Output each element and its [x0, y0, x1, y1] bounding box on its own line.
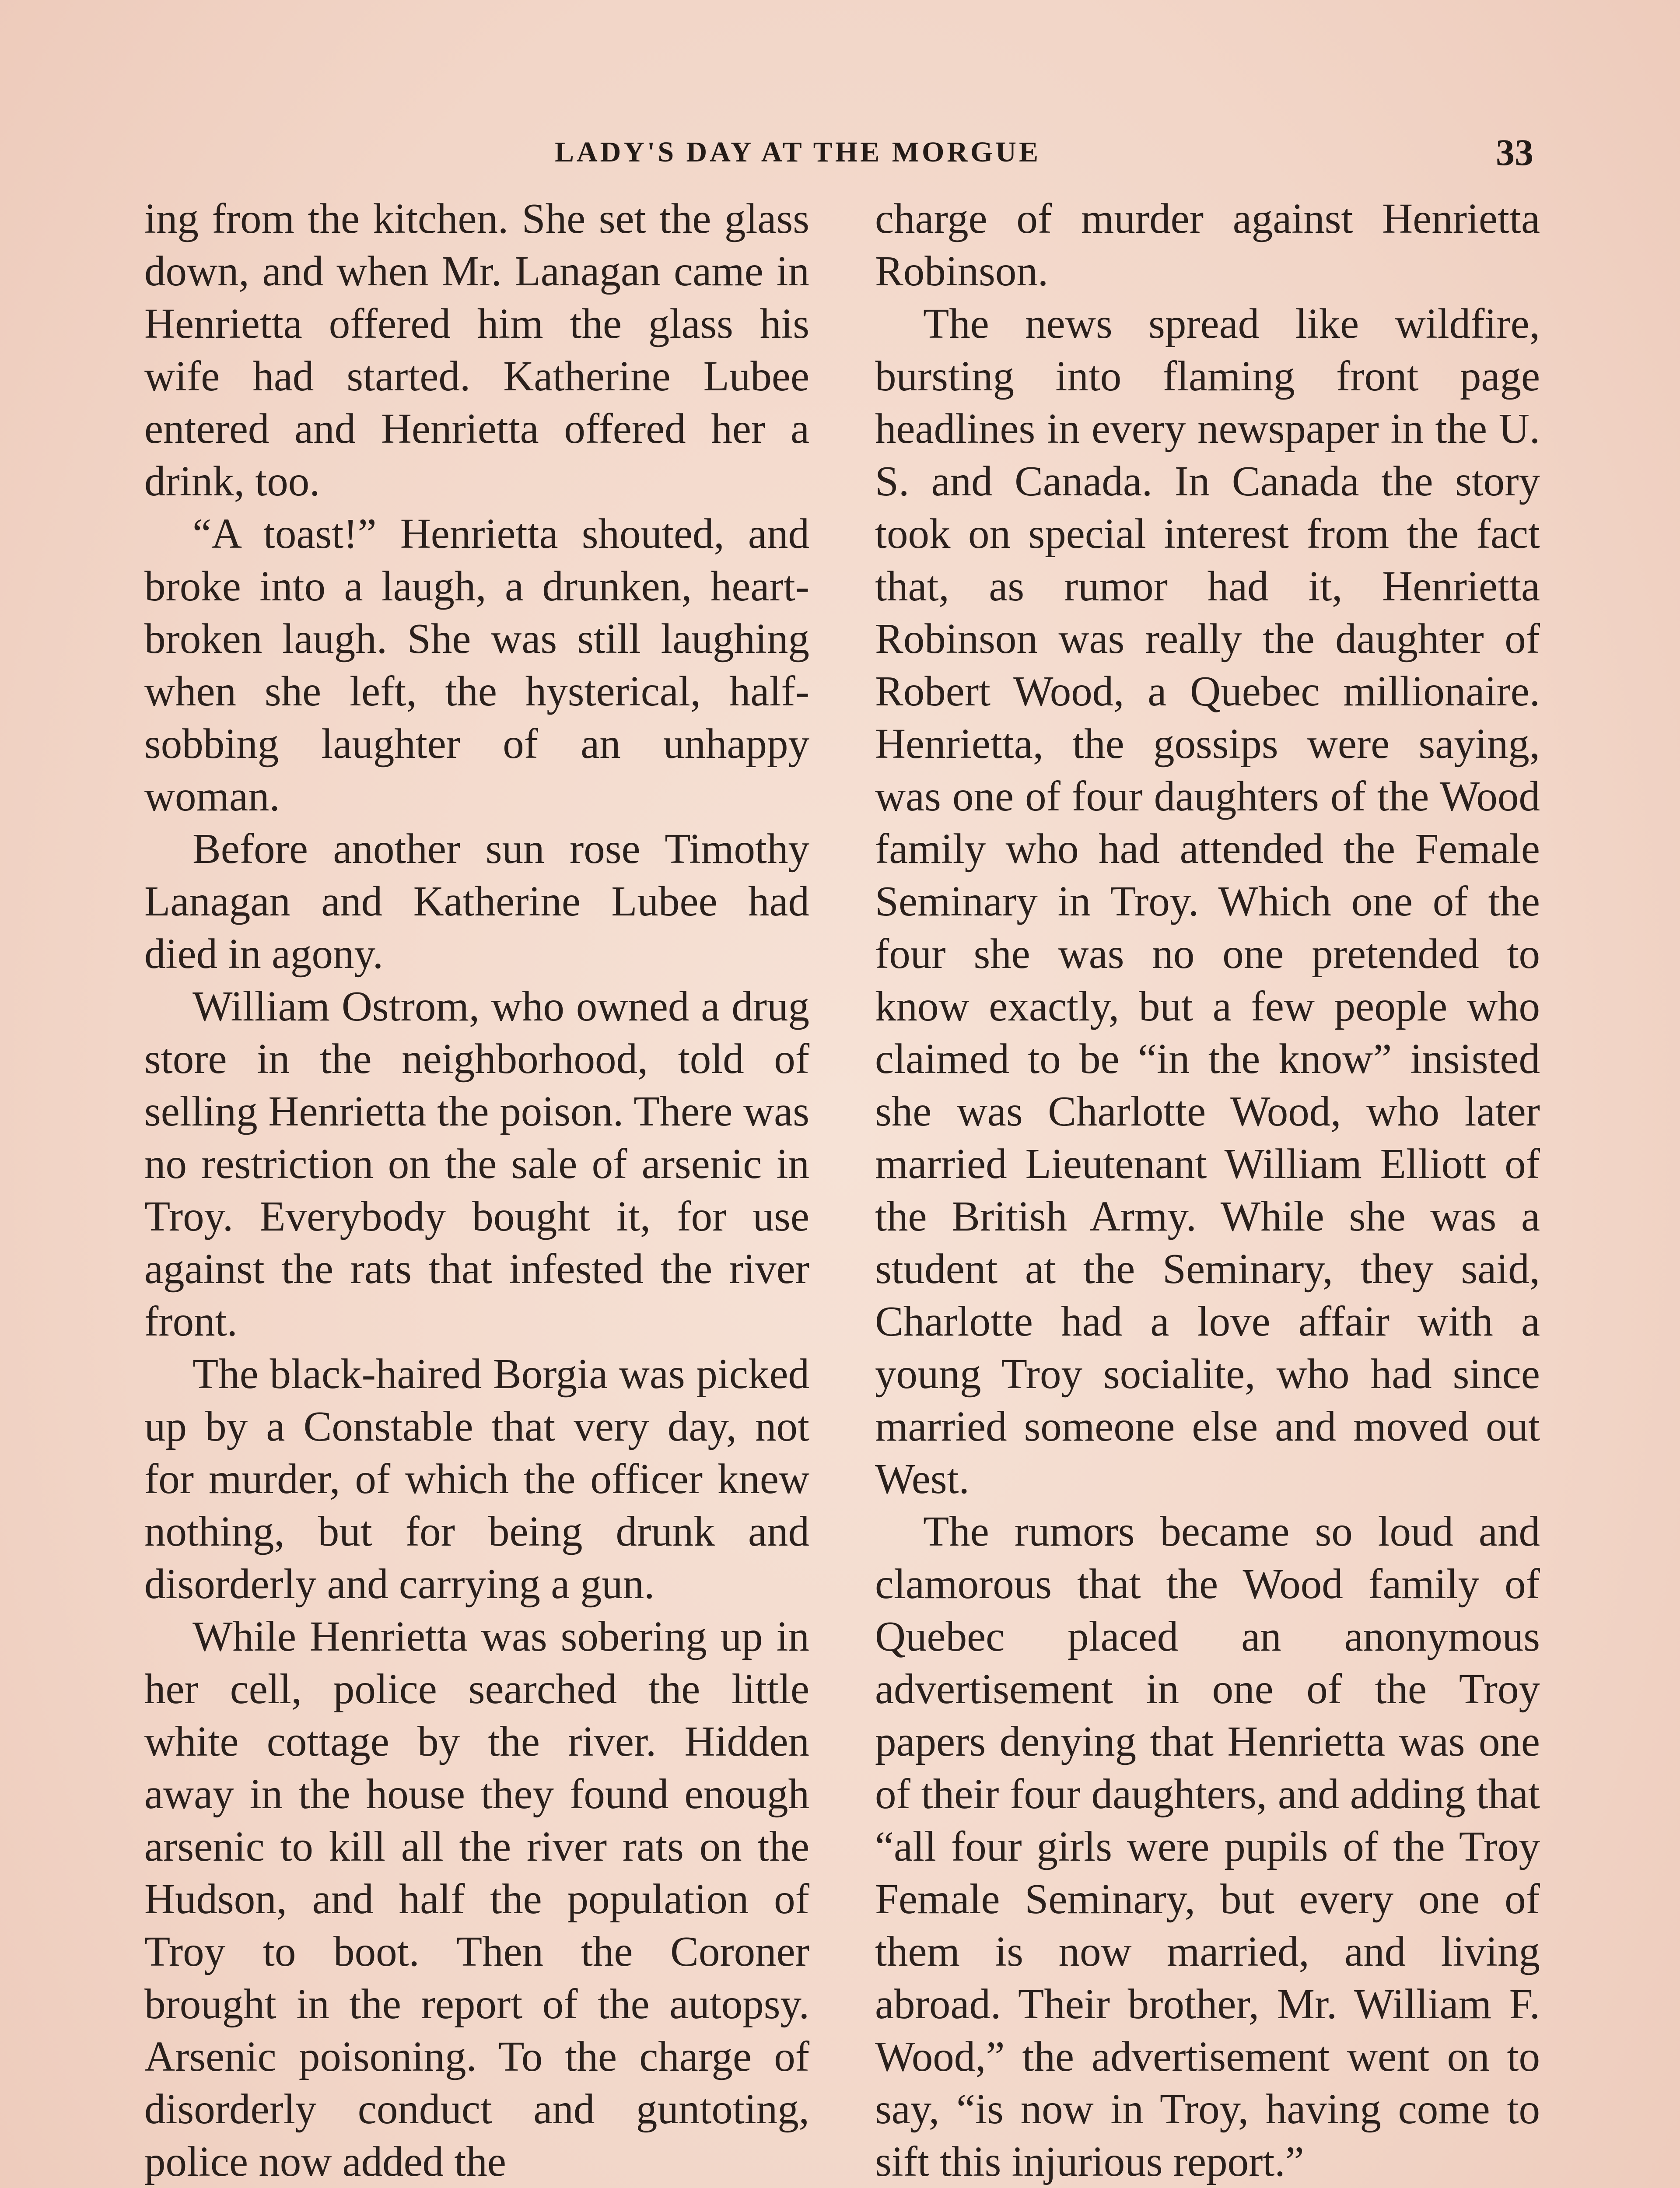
paragraph: The black-haired Borgia was picked up by a Constable that very day, not for murder, of which the officer knew nothing, but for being drunk and disorderly and carrying a gun.	[144, 1350, 809, 1607]
page-header	[0, 127, 1680, 179]
text-columns	[144, 193, 1540, 2188]
paragraph: The rumors became so loud and clamorous that the Wood family of Quebec placed an anonymous advertisement in one of the Troy papers denying that Henrietta was one of their four daughters, and adding that “all four girls were pupils of the Troy Female Seminary, but every one of them is now married, and living abroad. Their brother, Mr. William F. Wood,” the advertisement went on to say, “is now in Troy, having come to sift this injurious report.”	[875, 1508, 1540, 2185]
paragraph: ing from the kitchen. She set the glass down, and when Mr. Lanagan came in Henrietta offered him the glass his wife had started. Katherine Lubee entered and Henrietta offered her a drink, too.	[144, 195, 809, 505]
running-title: LADY'S DAY AT THE MORGUE	[555, 136, 1041, 168]
page-number: 33	[1496, 131, 1533, 173]
paragraph: charge of murder against Henrietta Robinson.	[875, 195, 1540, 295]
paragraph: Before another sun rose Timothy Lanagan and Katherine Lubee had died in agony.	[144, 825, 809, 977]
left-column	[144, 193, 809, 2188]
paragraph: While Henrietta was sobering up in her cell, police searched the little white cottage by the river. Hidden away in the house they found enough arsenic to kill all the river rats on the Hudson, and half the population of Troy to boot. Then the Coroner brought in the report of the autopsy. Arsenic poisoning. To the charge of disorderly conduct and guntoting, police now added the	[144, 1613, 809, 2185]
right-column	[875, 193, 1540, 2188]
paragraph: The news spread like wildfire, bursting into flaming front page headlines in every newspaper in the U. S. and Canada. In Canada the story took on special interest from the fact that, as rumor had it, Henrietta Robinson was really the daughter of Robert Wood, a Quebec millionaire. Henrietta, the gossips were saying, was one of four daughters of the Wood family who had attended the Female Seminary in Troy. Which one of the four she was no one pretended to know exactly, but a few people who claimed to be “in the know” insisted she was Charlotte Wood, who later married Lieutenant William Elliott of the British Army. While she was a student at the Seminary, they said, Charlotte had a love affair with a young Troy socialite, who had since married someone else and moved out West.	[875, 300, 1540, 1502]
paragraph: William Ostrom, who owned a drug store in the neighborhood, told of selling Henrietta the poison. There was no restriction on the sale of arsenic in Troy. Everybody bought it, for use against the rats that infested the river front.	[144, 983, 809, 1345]
paragraph: “A toast!” Henrietta shouted, and broke into a laugh, a drunken, heart-broken laugh. She was still laughing when she left, the hysterical, half-sobbing laughter of an unhappy woman.	[144, 510, 809, 820]
